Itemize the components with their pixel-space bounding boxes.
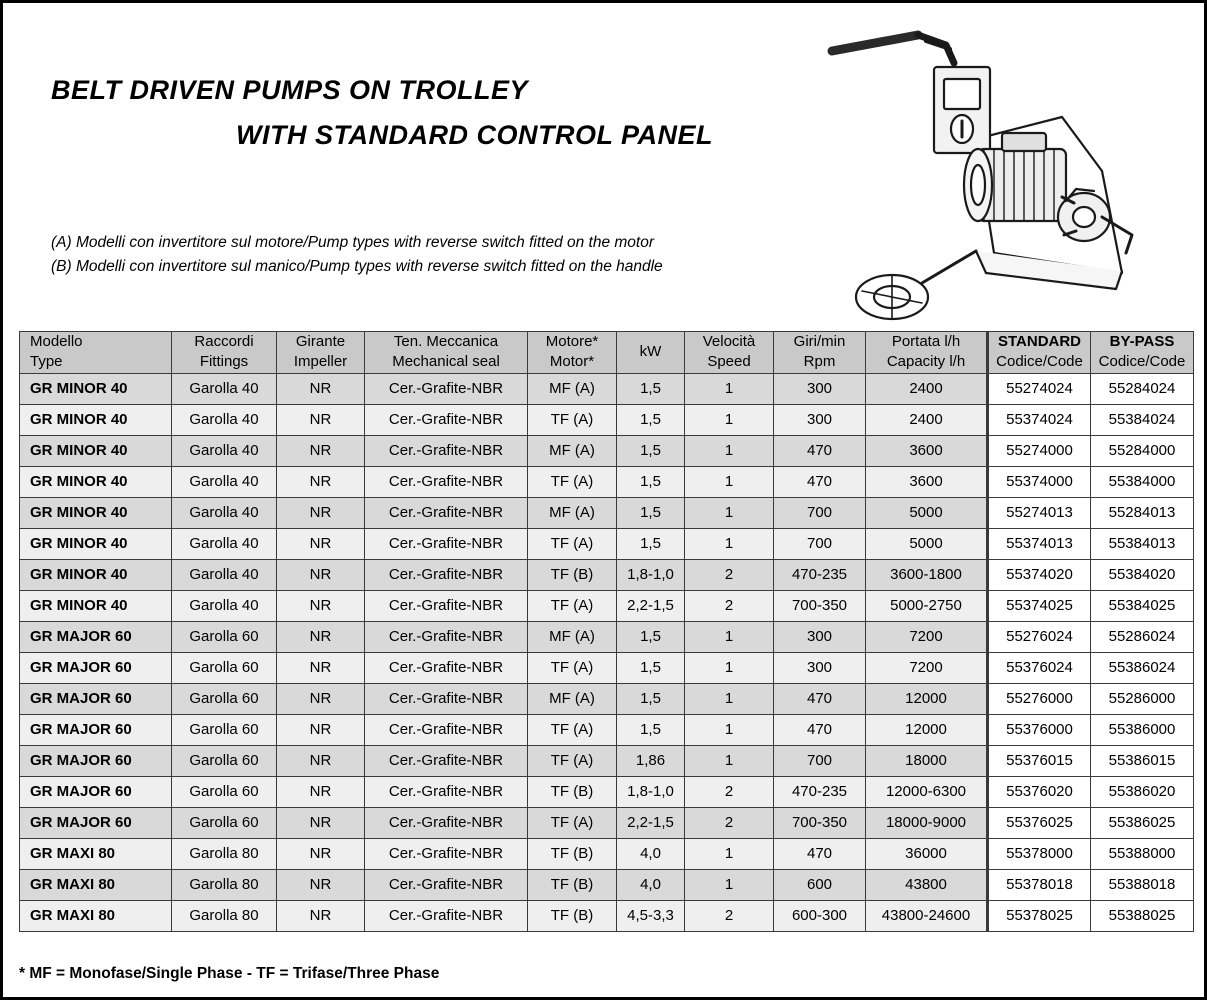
cell-impeller: NR [277,435,365,466]
column-header-speed-it: Velocità [702,333,756,350]
table-row [20,466,1194,497]
cell-model: GR MINOR 40 [20,404,172,435]
cell-speed: 1 [685,838,774,869]
cell-rpm: 300 [774,404,866,435]
column-header-speed [685,332,774,374]
cell-mechanical-seal: Cer.-Grafite-NBR [365,652,528,683]
cell-fittings: Garolla 40 [172,497,277,528]
column-header-standard-label: STANDARD [997,333,1082,350]
cell-kw: 1,5 [617,497,685,528]
cell-impeller: NR [277,714,365,745]
table-body [20,373,1194,931]
cell-standard-code: 55374025 [988,590,1091,621]
cell-model: GR MAXI 80 [20,838,172,869]
cell-mechanical-seal: Cer.-Grafite-NBR [365,900,528,931]
column-header-model-it: Modello [30,333,83,350]
cell-standard-code: 55374024 [988,404,1091,435]
column-header-kw [617,332,685,374]
cell-bypass-code: 55386020 [1091,776,1194,807]
column-header-speed-en: Speed [707,353,751,371]
cell-capacity: 3600-1800 [866,559,988,590]
footnote: * MF = Monofase/Single Phase - TF = Trifase/Three Phase [19,965,440,982]
cell-capacity: 5000 [866,497,988,528]
cell-bypass-code: 55284000 [1091,435,1194,466]
cell-impeller: NR [277,373,365,404]
cell-impeller: NR [277,528,365,559]
cell-rpm: 700 [774,497,866,528]
column-header-seal-en: Mechanical seal [392,353,500,371]
cell-bypass-code: 55286024 [1091,621,1194,652]
cell-capacity: 12000-6300 [866,776,988,807]
cell-impeller: NR [277,652,365,683]
cell-fittings: Garolla 80 [172,900,277,931]
cell-fittings: Garolla 60 [172,621,277,652]
cell-speed: 1 [685,466,774,497]
table-row [20,652,1194,683]
table-row [20,528,1194,559]
cell-impeller: NR [277,621,365,652]
cell-model: GR MINOR 40 [20,466,172,497]
cell-mechanical-seal: Cer.-Grafite-NBR [365,621,528,652]
column-header-motor [528,332,617,374]
cell-rpm: 470-235 [774,559,866,590]
cell-standard-code: 55378018 [988,869,1091,900]
table-row [20,559,1194,590]
column-header-bypass-code-label: Codice/Code [1098,353,1186,371]
cell-kw: 1,8-1,0 [617,776,685,807]
cell-bypass-code: 55388018 [1091,869,1194,900]
cell-fittings: Garolla 80 [172,869,277,900]
cell-model: GR MAJOR 60 [20,776,172,807]
cell-fittings: Garolla 40 [172,435,277,466]
table-header-row [20,332,1194,374]
cell-fittings: Garolla 60 [172,652,277,683]
cell-model: GR MAJOR 60 [20,621,172,652]
cell-model: GR MAJOR 60 [20,714,172,745]
cell-capacity: 12000 [866,714,988,745]
cell-rpm: 470 [774,683,866,714]
cell-standard-code: 55378000 [988,838,1091,869]
cell-bypass-code: 55388000 [1091,838,1194,869]
cell-speed: 1 [685,652,774,683]
cell-speed: 2 [685,559,774,590]
cell-speed: 1 [685,497,774,528]
cell-speed: 2 [685,590,774,621]
cell-standard-code: 55376025 [988,807,1091,838]
cell-mechanical-seal: Cer.-Grafite-NBR [365,559,528,590]
cell-capacity: 7200 [866,621,988,652]
cell-speed: 1 [685,404,774,435]
cell-impeller: NR [277,559,365,590]
cell-fittings: Garolla 60 [172,745,277,776]
cell-rpm: 470 [774,714,866,745]
cell-mechanical-seal: Cer.-Grafite-NBR [365,838,528,869]
cell-capacity: 5000 [866,528,988,559]
cell-motor: MF (A) [528,621,617,652]
cell-kw: 1,5 [617,714,685,745]
cell-rpm: 300 [774,621,866,652]
table-row [20,683,1194,714]
cell-standard-code: 55274000 [988,435,1091,466]
cell-mechanical-seal: Cer.-Grafite-NBR [365,435,528,466]
cell-kw: 1,5 [617,466,685,497]
table-row [20,714,1194,745]
cell-bypass-code: 55384025 [1091,590,1194,621]
cell-motor: TF (B) [528,900,617,931]
cell-impeller: NR [277,497,365,528]
cell-kw: 1,5 [617,652,685,683]
cell-standard-code: 55276000 [988,683,1091,714]
cell-motor: TF (A) [528,714,617,745]
cell-impeller: NR [277,776,365,807]
cell-standard-code: 55376015 [988,745,1091,776]
cell-model: GR MAXI 80 [20,900,172,931]
cell-capacity: 43800-24600 [866,900,988,931]
cell-kw: 1,5 [617,373,685,404]
cell-kw: 1,86 [617,745,685,776]
cell-standard-code: 55378025 [988,900,1091,931]
cell-bypass-code: 55286000 [1091,683,1194,714]
cell-mechanical-seal: Cer.-Grafite-NBR [365,714,528,745]
column-header-model [20,332,172,374]
page-title-line-1: BELT DRIVEN PUMPS ON TROLLEY [51,75,529,105]
cell-model: GR MINOR 40 [20,497,172,528]
title-block [51,75,871,151]
column-header-fittings-it: Raccordi [194,333,254,350]
notes-block [51,231,851,279]
table-row [20,404,1194,435]
cell-rpm: 470-235 [774,776,866,807]
cell-kw: 1,5 [617,435,685,466]
cell-kw: 1,5 [617,683,685,714]
cell-mechanical-seal: Cer.-Grafite-NBR [365,683,528,714]
column-header-kw-label: kW [639,343,662,361]
cell-impeller: NR [277,900,365,931]
column-header-standard-code [988,332,1091,374]
table-row [20,900,1194,931]
cell-motor: TF (A) [528,590,617,621]
cell-fittings: Garolla 60 [172,714,277,745]
cell-mechanical-seal: Cer.-Grafite-NBR [365,404,528,435]
cell-kw: 4,0 [617,838,685,869]
cell-bypass-code: 55384000 [1091,466,1194,497]
cell-impeller: NR [277,404,365,435]
cell-motor: TF (B) [528,559,617,590]
cell-speed: 1 [685,745,774,776]
cell-speed: 1 [685,683,774,714]
cell-bypass-code: 55386025 [1091,807,1194,838]
cell-speed: 1 [685,435,774,466]
cell-fittings: Garolla 40 [172,373,277,404]
cell-rpm: 700-350 [774,807,866,838]
cell-motor: TF (A) [528,807,617,838]
cell-speed: 1 [685,869,774,900]
column-header-mechanical-seal [365,332,528,374]
cell-capacity: 2400 [866,373,988,404]
cell-fittings: Garolla 40 [172,466,277,497]
cell-standard-code: 55274013 [988,497,1091,528]
cell-bypass-code: 55386024 [1091,652,1194,683]
cell-motor: TF (A) [528,745,617,776]
belt-driven-pump-on-trolley-illustration [826,21,1146,321]
cell-bypass-code: 55384013 [1091,528,1194,559]
cell-kw: 4,0 [617,869,685,900]
table-row [20,497,1194,528]
column-header-model-en: Type [30,353,63,371]
cell-capacity: 5000-2750 [866,590,988,621]
column-header-capacity-en: Capacity l/h [886,353,966,371]
cell-fittings: Garolla 80 [172,838,277,869]
cell-capacity: 36000 [866,838,988,869]
cell-model: GR MAJOR 60 [20,683,172,714]
cell-rpm: 470 [774,435,866,466]
cell-fittings: Garolla 40 [172,559,277,590]
cell-mechanical-seal: Cer.-Grafite-NBR [365,466,528,497]
cell-rpm: 700-350 [774,590,866,621]
note-b: (B) Modelli con invertitore sul manico/Pump types with reverse switch fitted on the handle [51,258,663,276]
cell-motor: TF (A) [528,528,617,559]
cell-rpm: 600-300 [774,900,866,931]
cell-mechanical-seal: Cer.-Grafite-NBR [365,373,528,404]
cell-fittings: Garolla 40 [172,590,277,621]
cell-mechanical-seal: Cer.-Grafite-NBR [365,869,528,900]
cell-model: GR MAJOR 60 [20,652,172,683]
cell-bypass-code: 55386015 [1091,745,1194,776]
cell-fittings: Garolla 40 [172,528,277,559]
cell-bypass-code: 55386000 [1091,714,1194,745]
column-header-rpm [774,332,866,374]
cell-kw: 1,8-1,0 [617,559,685,590]
column-header-seal-it: Ten. Meccanica [393,333,499,350]
cell-motor: MF (A) [528,497,617,528]
cell-standard-code: 55374020 [988,559,1091,590]
cell-rpm: 700 [774,745,866,776]
cell-standard-code: 55276024 [988,621,1091,652]
column-header-impeller-it: Girante [295,333,346,350]
cell-kw: 1,5 [617,404,685,435]
cell-speed: 2 [685,776,774,807]
cell-bypass-code: 55284013 [1091,497,1194,528]
note-a: (A) Modelli con invertitore sul motore/Pump types with reverse switch fitted on the motor [51,234,655,251]
cell-kw: 2,2-1,5 [617,590,685,621]
table-row [20,838,1194,869]
cell-model: GR MINOR 40 [20,528,172,559]
cell-speed: 1 [685,528,774,559]
cell-capacity: 3600 [866,466,988,497]
cell-rpm: 300 [774,373,866,404]
cell-motor: TF (B) [528,838,617,869]
cell-bypass-code: 55384020 [1091,559,1194,590]
cell-rpm: 470 [774,466,866,497]
cell-rpm: 700 [774,528,866,559]
cell-model: GR MAJOR 60 [20,745,172,776]
cell-capacity: 18000 [866,745,988,776]
cell-standard-code: 55274024 [988,373,1091,404]
cell-standard-code: 55376020 [988,776,1091,807]
cell-speed: 1 [685,714,774,745]
cell-motor: MF (A) [528,435,617,466]
cell-fittings: Garolla 60 [172,776,277,807]
column-header-bypass-label: BY-PASS [1109,333,1175,350]
table-row [20,745,1194,776]
table-row [20,621,1194,652]
cell-motor: MF (A) [528,683,617,714]
table-row [20,373,1194,404]
column-header-capacity [866,332,988,374]
cell-capacity: 2400 [866,404,988,435]
table-row [20,435,1194,466]
cell-standard-code: 55374000 [988,466,1091,497]
cell-motor: TF (A) [528,652,617,683]
table-row [20,869,1194,900]
cell-capacity: 3600 [866,435,988,466]
table-row [20,590,1194,621]
column-header-motor-it: Motore* [545,333,599,350]
cell-kw: 4,5-3,3 [617,900,685,931]
cell-mechanical-seal: Cer.-Grafite-NBR [365,745,528,776]
cell-model: GR MAJOR 60 [20,807,172,838]
cell-kw: 1,5 [617,528,685,559]
cell-motor: MF (A) [528,373,617,404]
specification-table [19,331,1194,932]
column-header-fittings [172,332,277,374]
cell-impeller: NR [277,838,365,869]
column-header-impeller [277,332,365,374]
cell-kw: 2,2-1,5 [617,807,685,838]
cell-fittings: Garolla 40 [172,404,277,435]
column-header-bypass-code [1091,332,1194,374]
column-header-impeller-en: Impeller [293,353,348,371]
cell-capacity: 7200 [866,652,988,683]
cell-speed: 1 [685,373,774,404]
cell-bypass-code: 55384024 [1091,404,1194,435]
cell-capacity: 43800 [866,869,988,900]
column-header-rpm-en: Rpm [803,353,836,371]
cell-model: GR MINOR 40 [20,590,172,621]
cell-motor: TF (A) [528,466,617,497]
cell-mechanical-seal: Cer.-Grafite-NBR [365,776,528,807]
cell-model: GR MINOR 40 [20,373,172,404]
cell-motor: TF (B) [528,869,617,900]
column-header-rpm-it: Giri/min [793,333,846,350]
table-row [20,807,1194,838]
cell-model: GR MAXI 80 [20,869,172,900]
cell-capacity: 12000 [866,683,988,714]
cell-speed: 2 [685,807,774,838]
table-row [20,776,1194,807]
cell-rpm: 300 [774,652,866,683]
cell-mechanical-seal: Cer.-Grafite-NBR [365,528,528,559]
column-header-motor-en: Motor* [549,353,595,371]
cell-impeller: NR [277,807,365,838]
cell-bypass-code: 55284024 [1091,373,1194,404]
cell-rpm: 600 [774,869,866,900]
cell-standard-code: 55376024 [988,652,1091,683]
column-header-capacity-it: Portata l/h [891,333,961,350]
cell-standard-code: 55376000 [988,714,1091,745]
cell-bypass-code: 55388025 [1091,900,1194,931]
cell-impeller: NR [277,590,365,621]
cell-speed: 2 [685,900,774,931]
cell-model: GR MINOR 40 [20,559,172,590]
cell-kw: 1,5 [617,621,685,652]
cell-capacity: 18000-9000 [866,807,988,838]
specification-table-container [19,331,1194,932]
cell-mechanical-seal: Cer.-Grafite-NBR [365,590,528,621]
cell-impeller: NR [277,466,365,497]
cell-fittings: Garolla 60 [172,807,277,838]
cell-impeller: NR [277,869,365,900]
cell-speed: 1 [685,621,774,652]
cell-rpm: 470 [774,838,866,869]
cell-motor: TF (A) [528,404,617,435]
cell-fittings: Garolla 60 [172,683,277,714]
cell-mechanical-seal: Cer.-Grafite-NBR [365,807,528,838]
cell-mechanical-seal: Cer.-Grafite-NBR [365,497,528,528]
cell-impeller: NR [277,745,365,776]
cell-motor: TF (B) [528,776,617,807]
column-header-fittings-en: Fittings [199,353,249,371]
page-title-line-2: WITH STANDARD CONTROL PANEL [236,120,713,150]
cell-impeller: NR [277,683,365,714]
cell-model: GR MINOR 40 [20,435,172,466]
cell-standard-code: 55374013 [988,528,1091,559]
column-header-standard-code-label: Codice/Code [996,353,1083,371]
